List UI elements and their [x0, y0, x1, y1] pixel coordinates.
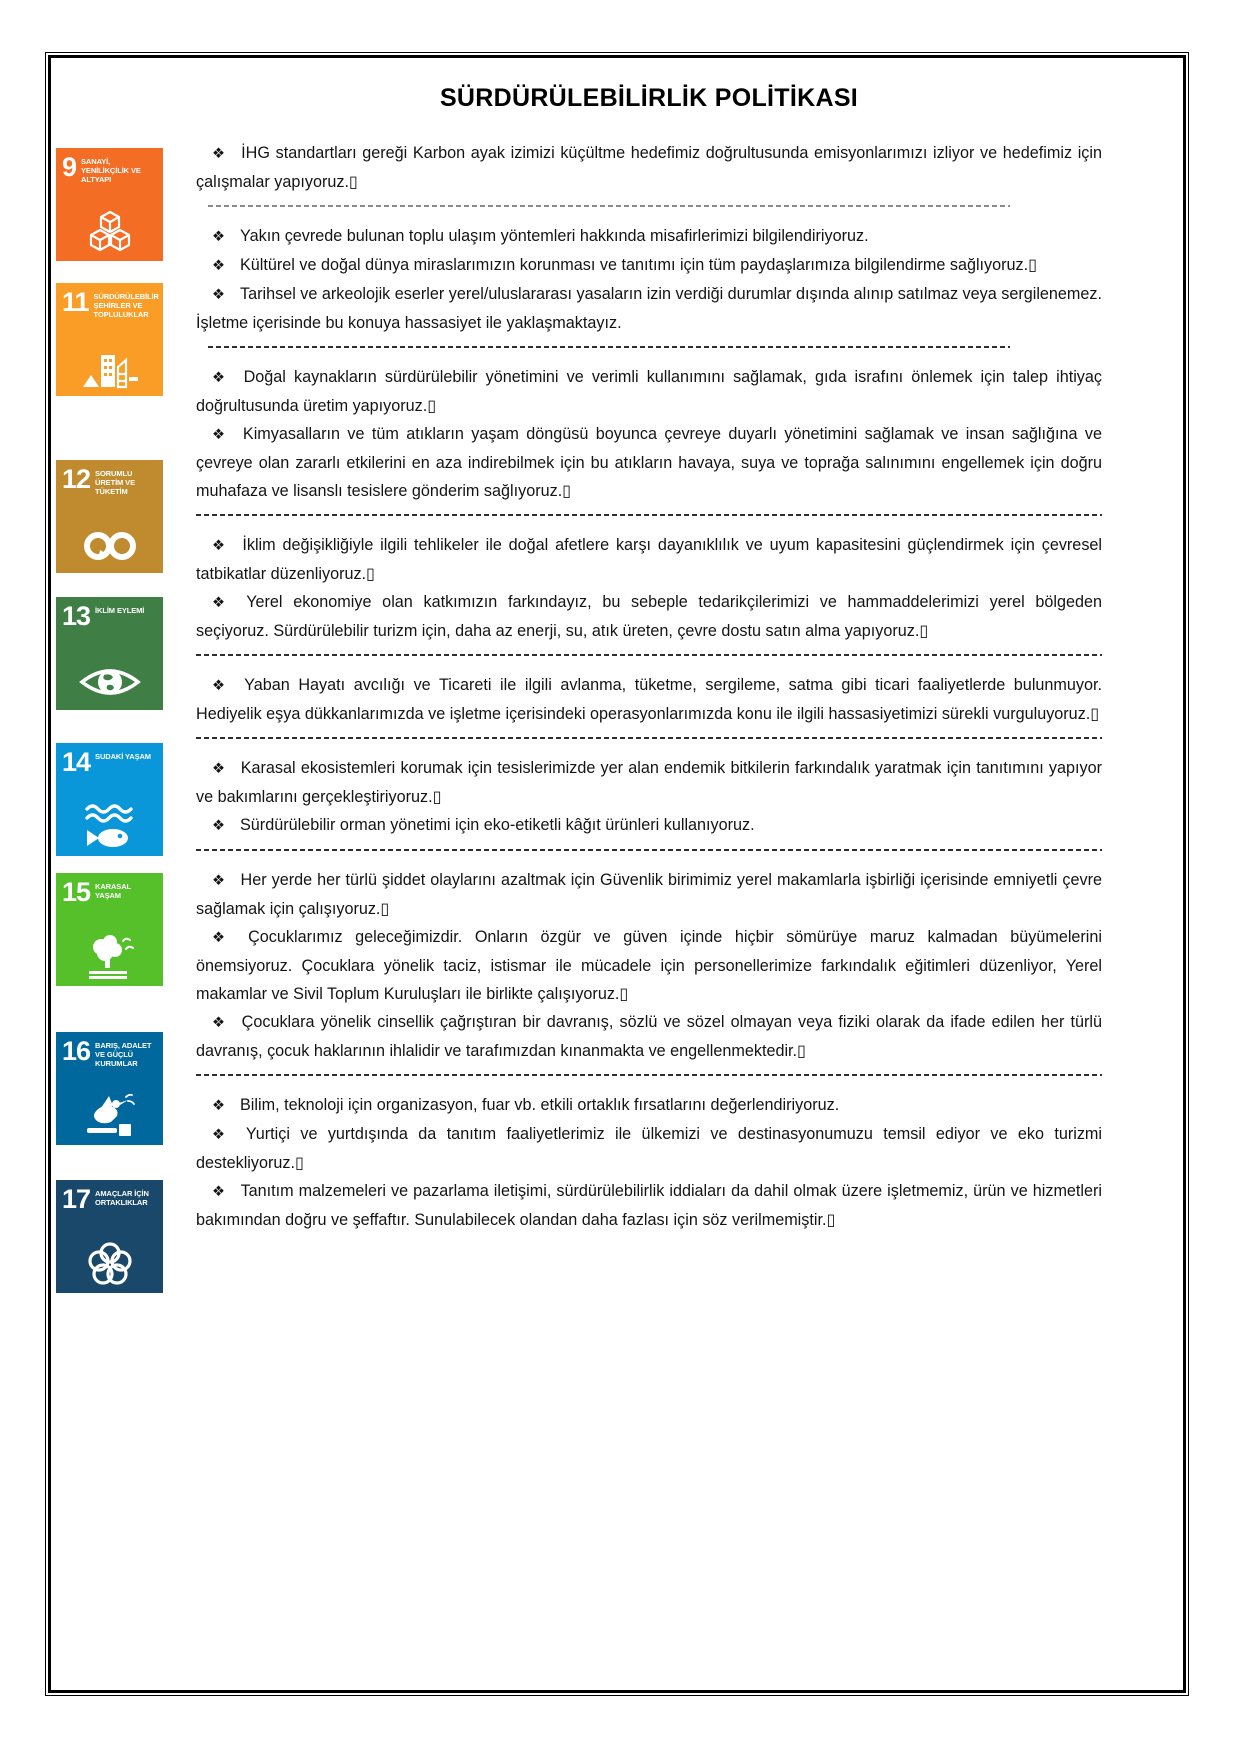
bullet-diamond-icon: ❖ [212, 146, 227, 162]
sdg-number: 16 [62, 1036, 91, 1066]
sdg-tile-13 [56, 597, 163, 710]
bullet-diamond-icon: ❖ [212, 229, 225, 245]
sdg-tile-header [62, 152, 157, 184]
dashed-divider [208, 205, 1010, 207]
sdg-label: KARASAL YAŞAM [95, 882, 131, 900]
policy-bullet [196, 1177, 1102, 1234]
policy-section-sdg9 [196, 139, 1102, 196]
policy-section-sdg11 [196, 222, 1102, 337]
policy-section-sdg17 [196, 1091, 1102, 1234]
policy-section-sdg13 [196, 531, 1102, 645]
policy-bullet [196, 531, 1102, 588]
bullet-diamond-icon: ❖ [212, 678, 230, 694]
bullet-diamond-icon: ❖ [212, 1098, 225, 1114]
policy-bullet [196, 222, 1102, 251]
sdg-tile-9 [56, 148, 163, 261]
sdg-tile-header [62, 601, 157, 631]
bullet-text: Doğal kaynakların sürdürülebilir yönetimini ve verimli kullanımını sağlamak, gıda israfını önlemek için talep ihtiyaç doğrultusunda üretim yapıyoruz.▯ [196, 368, 1102, 415]
bullet-text: Karasal ekosistemleri korumak için tesislerimizde yer alan endemik bitkilerin farkındalık yaratmak için tanıtımını yapıyor ve bakımlarını gerçekleştiriyoruz.▯ [196, 759, 1102, 806]
sdg-label: SÜRDÜRÜLEBİLİR ŞEHİRLER VE TOPLULUKLAR [93, 292, 159, 319]
bullet-text: Her yerde her türlü şiddet olaylarını azaltmak için Güvenlik birimimiz yerel makamlarla işbirliği içerisinde emniyetli çevre sağlamak için çalışıyoruz.▯ [196, 871, 1102, 918]
sdg-number: 17 [62, 1184, 91, 1214]
policy-bullet [196, 754, 1102, 811]
dashed-divider [196, 1074, 1102, 1076]
sdg17-partnership-circles-icon [56, 1238, 163, 1288]
bullet-diamond-icon: ❖ [212, 761, 226, 777]
sdg-tile-16 [56, 1032, 163, 1145]
sdg-number: 15 [62, 877, 91, 907]
policy-section-sdg14 [196, 671, 1102, 728]
policy-bullet [196, 866, 1102, 923]
dashed-divider [208, 346, 1010, 348]
policy-bullet [196, 420, 1102, 505]
policy-bullet [196, 1091, 1102, 1120]
bullet-text: İHG standartları gereği Karbon ayak izimizi küçültme hedefimiz doğrultusunda emisyonlarımızı izliyor ve hedefimiz için çalışmalar yapıyoruz.▯ [196, 144, 1102, 191]
bullet-diamond-icon: ❖ [212, 595, 232, 611]
bullet-text: Yaban Hayatı avcılığı ve Ticareti ile ilgili avlanma, tüketme, sergileme, satma gibi ticari faaliyetlerde bulunmuyor. Hediyelik eşya dükkanlarımızda ve işletme içerisindeki operasyonlarımızda konu ile ilgili hassasiyetimizi sürekli vurguluyoruz.▯ [196, 676, 1102, 723]
sdg-tile-11 [56, 283, 163, 396]
bullet-diamond-icon: ❖ [212, 930, 234, 946]
sdg12-infinity-loop-icon [56, 524, 163, 568]
sdg-label: BARIŞ, ADALET VE GÜÇLÜ KURUMLAR [95, 1041, 152, 1068]
bullet-text: Çocuklara yönelik cinsellik çağrıştıran bir davranış, sözlü ve sözel olmayan veya fiziki olarak da ifade edilen her türlü davranış, çocuk haklarının ihlalidir ve tarafımızdan kınanmakta ve engellenmektedir.▯ [196, 1013, 1103, 1060]
policy-bullet [196, 588, 1102, 645]
bullet-diamond-icon: ❖ [212, 538, 228, 554]
page-title: SÜRDÜRÜLEBİLİRLİK POLİTİKASI [439, 84, 859, 112]
bullet-diamond-icon: ❖ [212, 287, 226, 303]
policy-section-sdg15 [196, 754, 1102, 840]
document-page-border [48, 55, 1186, 1693]
sdg14-fish-waves-icon [56, 801, 163, 851]
sdg-tile-15 [56, 873, 163, 986]
bullet-diamond-icon: ❖ [212, 427, 228, 443]
sdg-number: 9 [62, 152, 77, 182]
dashed-divider [196, 849, 1102, 851]
sdg-tile-header [62, 287, 159, 319]
bullet-diamond-icon: ❖ [212, 258, 225, 274]
sdg16-dove-gavel-icon [56, 1088, 163, 1140]
sdg-label: SORUMLU ÜRETİM VE TÜKETİM [95, 469, 135, 496]
policy-bullet [196, 1120, 1102, 1177]
sdg-label: SUDAKİ YAŞAM [95, 752, 151, 761]
policy-text-column [196, 84, 1102, 1234]
sdg-number: 14 [62, 747, 91, 777]
sdg-label: İKLİM EYLEMİ [95, 606, 145, 615]
policy-bullet [196, 671, 1102, 728]
policy-section-sdg12 [196, 363, 1102, 505]
bullet-diamond-icon: ❖ [212, 1184, 226, 1200]
bullet-text: Tanıtım malzemeleri ve pazarlama iletişimi, sürdürülebilirlik iddiaları da dahil olmak üzere işletmemiz, ürün ve hizmetleri bakımından doğru ve şeffaftır. Sunulabilecek olandan daha fazlası için söz verilmemiştir.▯ [196, 1182, 1103, 1229]
sdg-label: AMAÇLAR İÇİN ORTAKLIKLAR [95, 1189, 149, 1207]
sdg13-climate-eye-icon [56, 659, 163, 705]
bullet-text: Kültürel ve doğal dünya miraslarımızın korunması ve tanıtımı için tüm paydaşlarımıza bilgilendirme sağlıyoruz.▯ [240, 256, 1038, 274]
bullet-text: Yurtiçi ve yurtdışında da tanıtım faaliyetlerimiz ile ülkemizi ve destinasyonumuzu temsil ediyor ve eko turizmi destekliyoruz.▯ [196, 1125, 1102, 1172]
policy-bullet [196, 363, 1102, 420]
bullet-text: Sürdürülebilir orman yönetimi için eko-etiketli kâğıt ürünleri kullanıyoruz. [240, 816, 755, 834]
sdg-tile-header [62, 747, 157, 777]
bullet-text: İklim değişikliğiyle ilgili tehlikeler ile doğal afetlere karşı dayanıklılık ve uyum kapasitesini güçlendirmek için çevresel tatbikatlar düzenliyoruz.▯ [196, 536, 1103, 583]
sdg-tile-header [62, 1036, 157, 1068]
sdg15-tree-icon [56, 929, 163, 981]
sdg-label: SANAYİ, YENİLİKÇİLİK VE ALTYAPI [81, 157, 141, 184]
sdg-number: 11 [62, 287, 89, 317]
policy-bullet [196, 811, 1102, 840]
policy-bullet [196, 251, 1102, 280]
policy-bullet [196, 923, 1102, 1008]
bullet-text: Yakın çevrede bulunan toplu ulaşım yöntemleri hakkında misafirlerimizi bilgilendiriyoruz. [240, 227, 869, 245]
sdg-tile-header [62, 464, 157, 496]
dashed-divider [196, 737, 1102, 739]
sdg9-industry-cubes-icon [56, 210, 163, 256]
dashed-divider [196, 514, 1102, 516]
bullet-diamond-icon: ❖ [212, 1127, 231, 1143]
sdg-icon-rail [56, 58, 163, 1690]
sdg-tile-header [62, 1184, 157, 1214]
policy-bullet [196, 280, 1102, 337]
sdg-tile-12 [56, 460, 163, 573]
bullet-diamond-icon: ❖ [212, 873, 226, 889]
bullet-diamond-icon: ❖ [212, 818, 225, 834]
bullet-diamond-icon: ❖ [212, 370, 229, 386]
bullet-text: Çocuklarımız geleceğimizdir. Onların özgür ve güven içinde hiçbir sömürüye maruz kalmadan büyümelerini önemsiyoruz. Çocuklara yönelik taciz, istismar ile mücadele için personellerimize farkındalık eğitimleri düzenliyor, Yerel makamlar ve Sivil Toplum Kuruluşları ile birlikte çalışıyoruz.▯ [196, 928, 1103, 1003]
sdg11-city-icon [56, 347, 163, 391]
sdg-number: 13 [62, 601, 91, 631]
sdg-tile-17 [56, 1180, 163, 1293]
sdg-tile-header [62, 877, 157, 907]
sdg-number: 12 [62, 464, 91, 494]
bullet-text: Kimyasalların ve tüm atıkların yaşam döngüsü boyunca çevreye duyarlı yönetimini sağlamak ve insan sağlığına ve çevreye olan zararlı etkilerini en aza indirebilmek için bu atıkların havaya, suya ve toprağa salınımını engellemek için doğru muhafaza ve lisanslı tesislere gönderim sağlıyoruz.▯ [196, 425, 1103, 500]
dashed-divider [196, 654, 1102, 656]
policy-bullet [196, 139, 1102, 196]
bullet-diamond-icon: ❖ [212, 1015, 227, 1031]
bullet-text: Tarihsel ve arkeolojik eserler yerel/uluslararası yasaların izin verdiği durumlar dışında alınıp satılmaz veya sergilenemez. İşletme içerisinde bu konuya hassasiyet ile yaklaşmaktayız. [196, 285, 1102, 332]
sdg-tile-14 [56, 743, 163, 856]
bullet-text: Bilim, teknoloji için organizasyon, fuar vb. etkili ortaklık fırsatlarını değerlendiriyoruz. [240, 1096, 840, 1114]
policy-section-sdg16 [196, 866, 1102, 1065]
policy-bullet [196, 1008, 1102, 1065]
bullet-text: Yerel ekonomiye olan katkımızın farkındayız, bu sebeple tedarikçilerimizi ve hammaddelerimizi yerel bölgeden seçiyoruz. Sürdürülebilir turizm için, daha az enerji, su, atık üreten, çevre dostu satın alma yapıyoruz.▯ [196, 593, 1102, 640]
